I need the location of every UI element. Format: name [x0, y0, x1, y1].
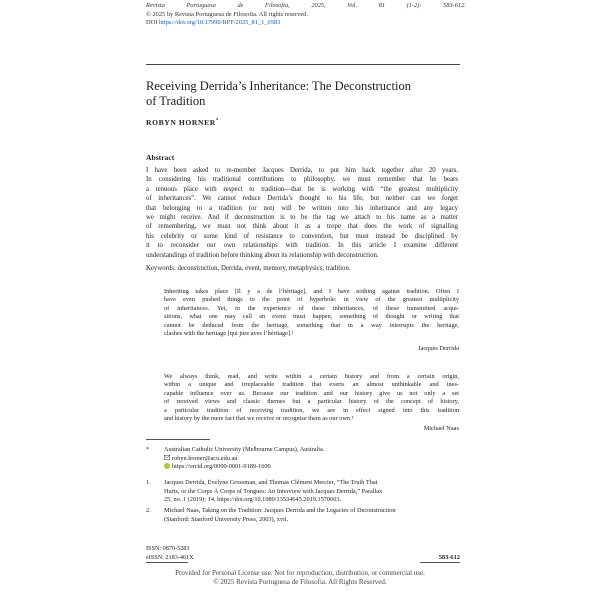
envelope-icon: [164, 455, 170, 460]
epigraph-line: We always think, read, and write within a certain history and from a certain origin,: [164, 373, 459, 380]
journal-citation: Revista Portuguesa de Filosofia, 2025, Vol. 81 (1-2): 583-612.: [146, 2, 466, 9]
header-rule: [146, 64, 460, 65]
doi-label: DOI: [146, 19, 158, 27]
author-name-text: ROBYN HORNER: [146, 118, 216, 127]
abstract-line: I have been asked to re-member Jacques Derrida, to put him back together after 20 years.: [146, 167, 458, 174]
footnote-author: [146, 446, 462, 472]
footnote-line: Hurts, or the Corps À Corps of Tongues: An Interview with Jacques Derrida,” Parallax: [164, 487, 383, 495]
epigraph-line: sitions, what one may call an event must happen, something of thought or writing that: [164, 313, 459, 321]
footnote-mark: *: [146, 446, 150, 453]
abstract-line: we might receive. And if deconstruction is to be the tag we attach to his name as a matter: [146, 214, 458, 222]
page-range-rule: [420, 562, 460, 563]
journal-copyright: © 2025 by Revista Portuguesa de Filosofia. All rights reserved.: [146, 10, 308, 18]
footnote-2: [146, 507, 462, 524]
epigraph-line: clashes with the heritage [qui jure avec l’héritage].¹: [164, 330, 294, 338]
author-name: [146, 118, 218, 127]
footer-copyright: © 2025 Revista Portuguesa de Filosofia. All Rights Reserved.: [213, 578, 387, 587]
doi-line: [146, 19, 466, 28]
orcid-icon: [164, 463, 170, 469]
abstract-line: his celebrity or some kind of resistance to convention, but must instead be disciplined by: [146, 232, 458, 240]
footnote-mark: 2.: [146, 507, 151, 514]
issn: ISSN: 0870-5283: [146, 545, 190, 552]
title-line: Receiving Derrida’s Inheritance: The Deconstruction: [146, 79, 411, 93]
footnote-mark: 1.: [146, 479, 151, 486]
footnote-line: Michael Naas, Taking on the Tradition: Jacques Derrida and the Legacies of Deconstruction: [164, 507, 396, 514]
epigraph-line: a particular tradition of receiving tradition, we are in effect signed into this tradition: [164, 406, 459, 414]
abstract-line: In considering his traditional contributions to philosophy, we must remember that he bears: [146, 176, 458, 184]
title-line: of Tradition: [146, 93, 206, 108]
eissn: eISSN: 2183-461X: [146, 553, 194, 561]
doi-link[interactable]: https://doi.org/10.17990/RPF/2025_81_1_0583: [158, 19, 281, 27]
page-range: 583-612: [438, 554, 460, 561]
issn-rule: [146, 562, 188, 563]
epigraph-line: cannot be deduced from the heritage, something that in a way interrupts the heritage,: [164, 321, 459, 329]
epigraph-line: capable influence over us. Because our tradition and our history give us not only a set: [164, 389, 459, 397]
license-footer: [0, 569, 600, 587]
epigraph-line: Inheriting takes place [Il y a de l’héritage], and I have nothing against tradition. Often I: [164, 288, 459, 295]
author-footnote-mark[interactable]: *: [215, 118, 219, 124]
issn-block: [146, 545, 194, 562]
article-title: [146, 79, 466, 108]
footnote-line: 25, no. 1 (2019): 14. https://doi.org/10.1080/13534645.2019.1570603.: [164, 496, 342, 504]
epigraph-derrida: [164, 288, 459, 353]
email-line[interactable]: [164, 455, 462, 464]
epigraph-line: and history by the mere fact that we receive or recognise them as our own.²: [164, 415, 354, 423]
abstract-line: a tenuous place with respect to tradition—that he is working with “the greatest multiplicity: [146, 185, 458, 193]
abstract-line: of inheritances”. We cannot reduce Derrida’s thought to his life, but neither can we forget: [146, 195, 458, 203]
epigraph-line: of received views and classic themes but a particular history of the concept of history,: [164, 398, 459, 406]
orcid-line[interactable]: [164, 463, 462, 472]
footnote-rule: [146, 439, 210, 440]
epigraph-line: of inheritances. Yet, in the experience of these inheritances, of these transmitted acqui-: [164, 304, 459, 312]
footnote-line: (Stanford: Stanford University Press, 2003), xvii.: [164, 515, 289, 523]
abstract-line: of remembering, we must not think about it as a trope that does the work of signalling: [146, 223, 458, 231]
orcid-link[interactable]: https://orcid.org/0000-0001-9189-1600: [172, 463, 271, 471]
epigraph-attribution: Michael Naas: [423, 425, 459, 433]
email-text[interactable]: robyn.horner@acu.edu.au: [172, 454, 238, 462]
abstract-body: [146, 166, 458, 260]
journal-header: [146, 2, 466, 28]
abstract-line: understandings of tradition before thinking about its relationship with deconstruction.: [146, 251, 379, 259]
epigraph-line: have even pushed things to the point of hyperbole: in view of the greatest multiplicity: [164, 296, 459, 304]
abstract-heading: Abstract: [146, 153, 175, 162]
abstract-line: that belonging to a tradition (or not) will be written into his inheritance and any legacy: [146, 204, 458, 212]
affiliation: Australian Catholic University (Melbourne Campus), Australia.: [164, 446, 325, 453]
keywords: Keywords: deconstruction, Derrida, event, memory, metaphysics, tradition.: [146, 265, 351, 272]
abstract-line: it to reconsider our own relationships with tradition. In this article I examine different: [146, 242, 458, 250]
epigraph-naas: [164, 373, 459, 433]
footnote-1: [146, 479, 462, 505]
footnote-line: Jacques Derrida, Évelyne Grossman, and Thomas Clément Mercier, “The Truth That: [164, 479, 378, 486]
epigraph-line: within a unique and irreplaceable tradition that exerts an almost unthinkable and ines-: [164, 381, 459, 389]
epigraph-attribution: Jacques Derrida: [418, 345, 459, 353]
license-notice: Provided for Personal License use. Not for reproduction, distribution, or commercial use.: [175, 569, 425, 577]
